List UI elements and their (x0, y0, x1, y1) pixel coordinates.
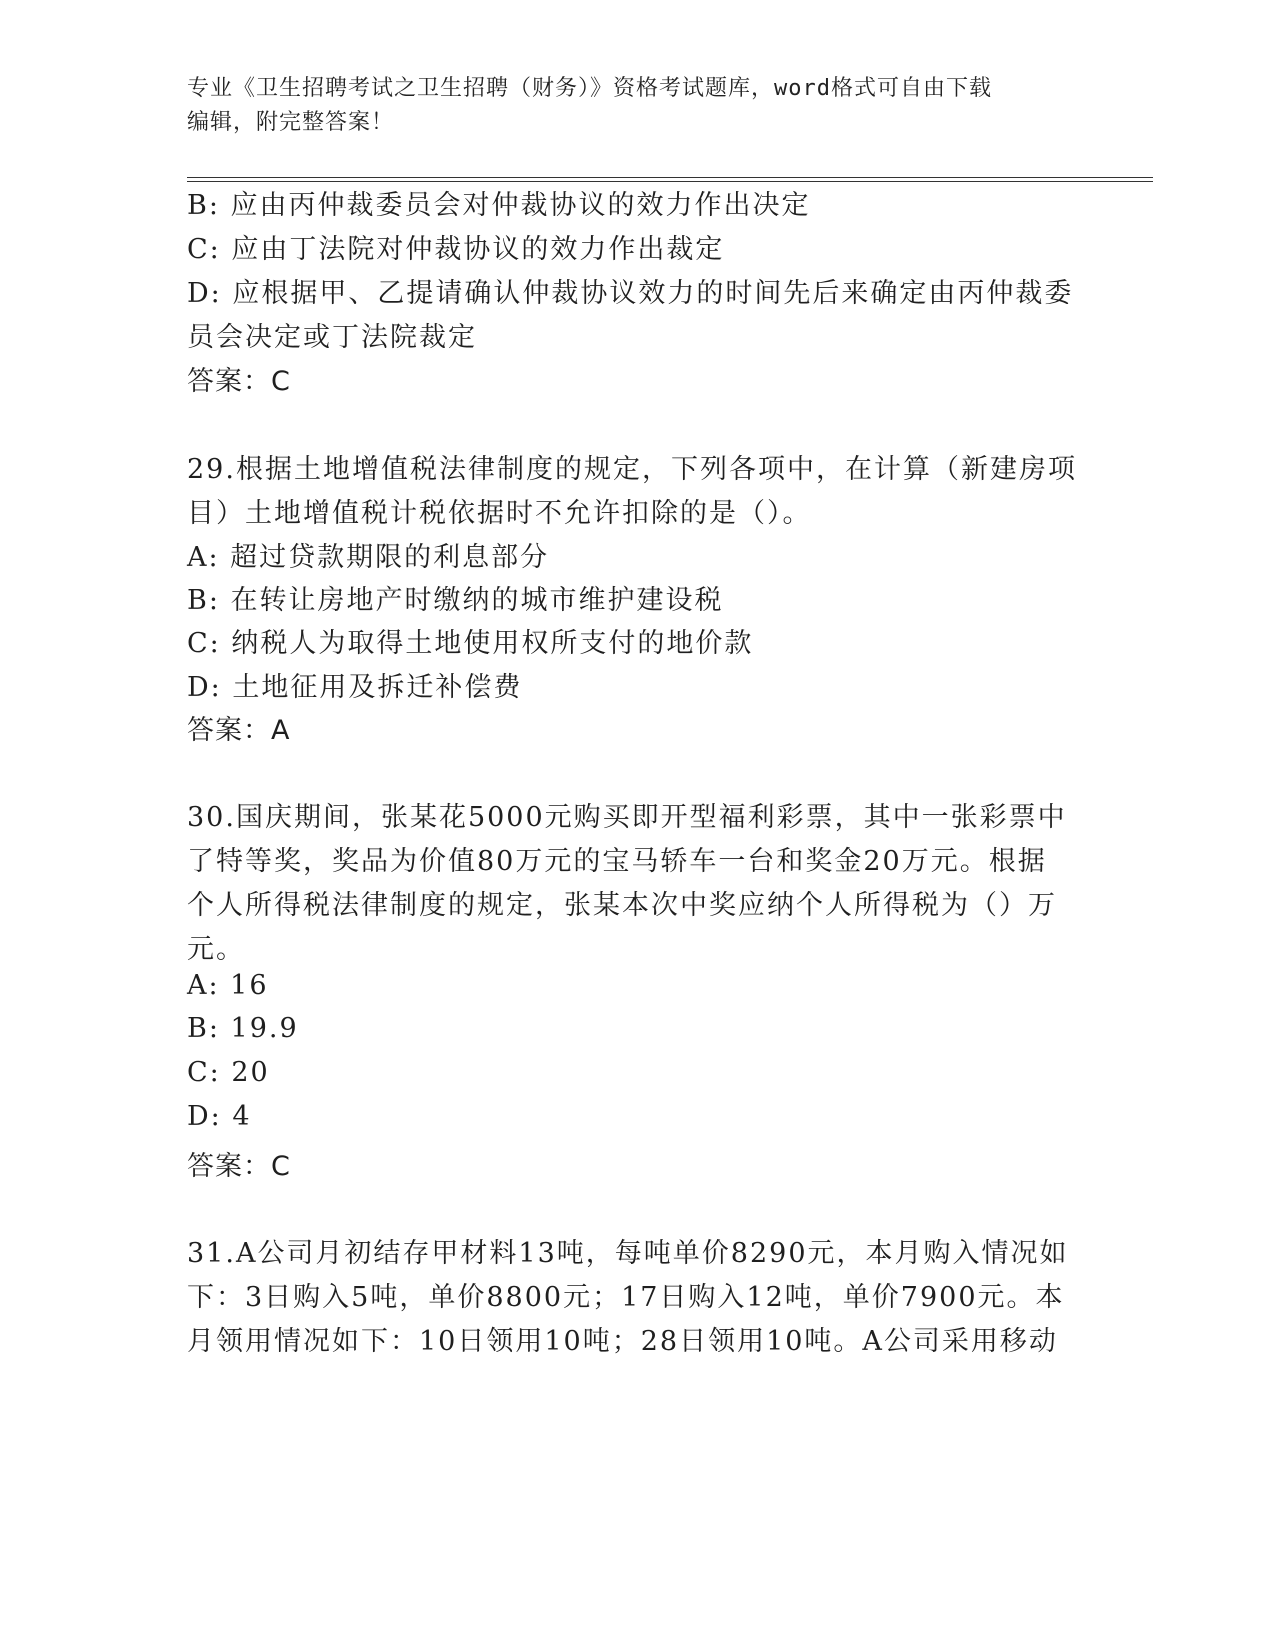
q28-option-d-continued: 员会决定或丁法院裁定 (187, 322, 477, 353)
q29-option-c: C: 纳税人为取得土地使用权所支付的地价款 (187, 628, 754, 659)
q30-stem-continued-3: 元。 (187, 934, 245, 965)
header-title-line-continued: 编辑，附完整答案！ (187, 110, 395, 135)
q30-stem-continued-2: 个人所得税法律制度的规定，张某本次中奖应纳个人所得税为（）万 (187, 890, 1057, 921)
q30-option-c: C: 20 (187, 1057, 270, 1088)
document-header (187, 72, 1067, 140)
q31-stem: 31.A公司月初结存甲材料13吨，每吨单价8290元，本月购入情况如 (187, 1238, 1069, 1269)
q29-stem: 29.根据土地增值税法律制度的规定，下列各项中，在计算（新建房项 (187, 454, 1077, 485)
q29-stem-continued: 目）土地增值税计税依据时不允许扣除的是（）。 (187, 498, 812, 529)
q30-answer: 答案：C (187, 1151, 291, 1182)
q28-option-c: C: 应由丁法院对仲裁协议的效力作出裁定 (187, 234, 725, 265)
q30-option-d: D: 4 (187, 1101, 252, 1132)
q31-stem-continued-2: 月领用情况如下：10日领用10吨；28日领用10吨。A公司采用移动 (187, 1326, 1058, 1357)
q28-option-b: B: 应由丙仲裁委员会对仲裁协议的效力作出决定 (187, 190, 811, 221)
q28-answer: 答案：C (187, 366, 291, 397)
q29-option-d: D: 土地征用及拆迁补偿费 (187, 672, 523, 703)
q30-stem-continued-1: 了特等奖，奖品为价值80万元的宝马轿车一台和奖金20万元。根据 (187, 846, 1047, 877)
q31-stem-continued-1: 下：3日购入5吨，单价8800元；17日购入12吨，单价7900元。本 (187, 1282, 1065, 1313)
q29-answer: 答案：A (187, 715, 291, 746)
q29-option-b: B: 在转让房地产时缴纳的城市维护建设税 (187, 585, 724, 616)
q30-stem: 30.国庆期间，张某花5000元购买即开型福利彩票，其中一张彩票中 (187, 802, 1067, 833)
header-title-line: 专业《卫生招聘考试之卫生招聘（财务）》资格考试题库，word格式可自由下载 (187, 76, 992, 101)
q30-option-a: A: 16 (187, 970, 269, 1001)
q28-option-d: D: 应根据甲、乙提请确认仲裁协议效力的时间先后来确定由丙仲裁委 (187, 278, 1074, 309)
header-divider (187, 177, 1153, 182)
q29-option-a: A: 超过贷款期限的利息部分 (187, 542, 550, 573)
q30-option-b: B: 19.9 (187, 1013, 299, 1044)
